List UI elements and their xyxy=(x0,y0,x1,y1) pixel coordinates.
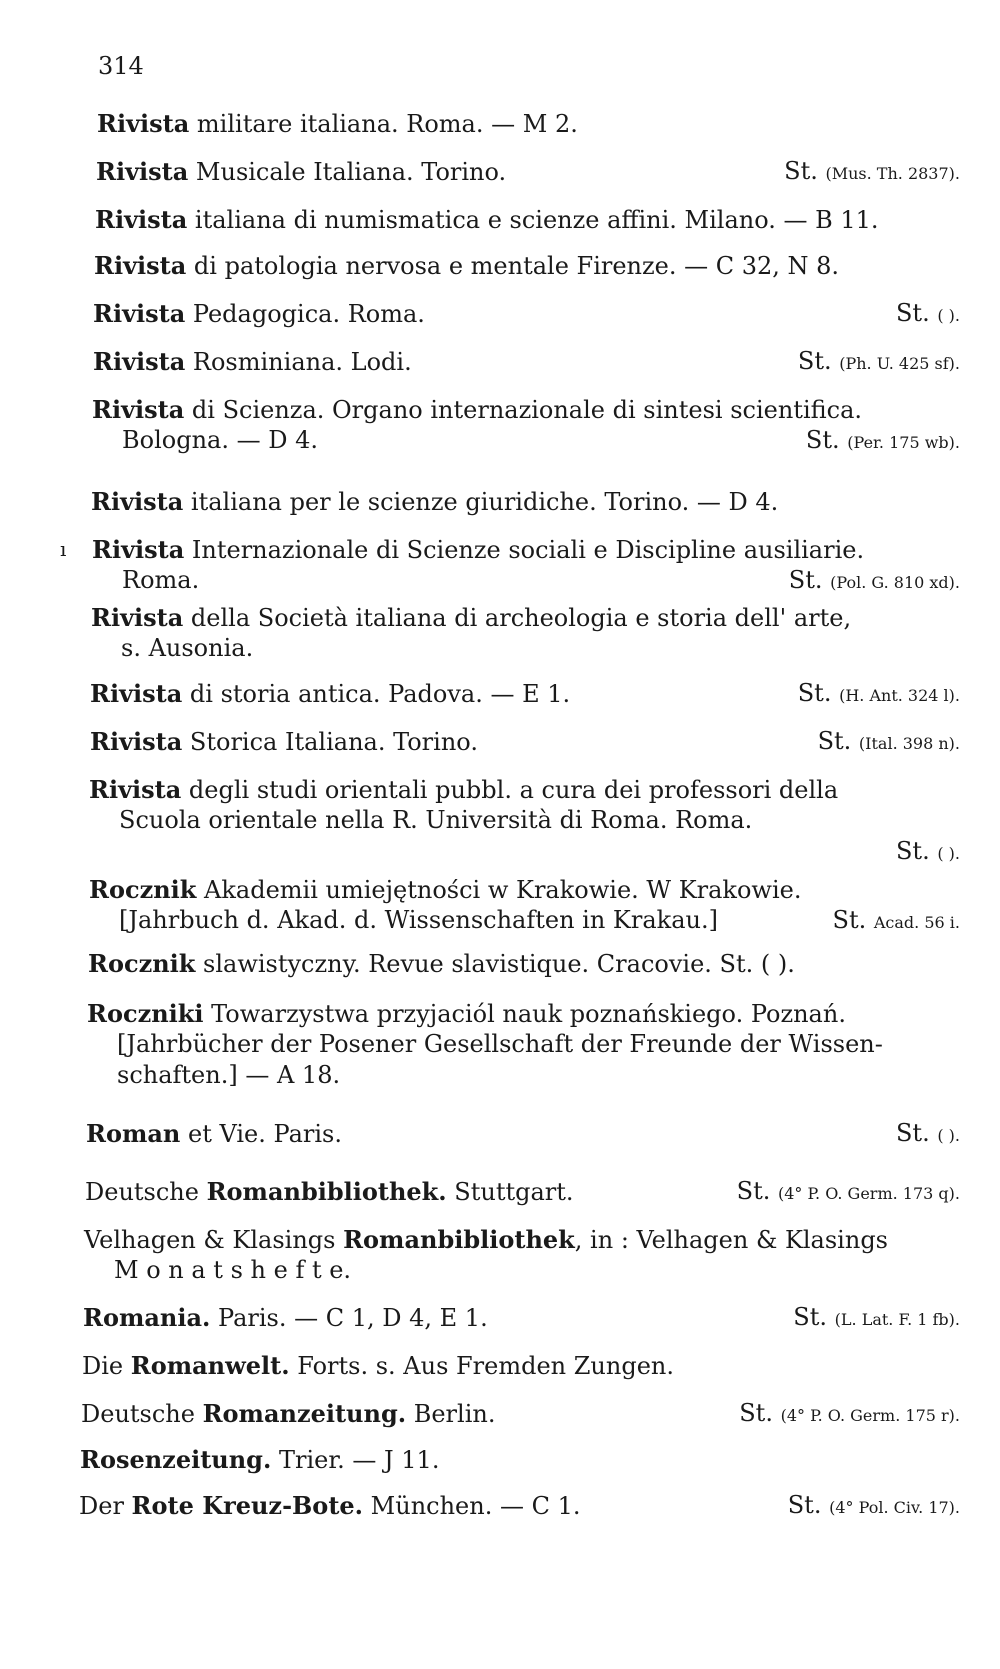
entry-line xyxy=(94,250,1000,281)
signature-label: St. xyxy=(797,679,832,707)
entry-headword: Rocznik xyxy=(88,949,196,978)
signature-label: St. xyxy=(832,906,867,934)
shelfmark xyxy=(789,565,960,598)
entry-text: militare italiana. Roma. — M 2. xyxy=(189,110,578,138)
entry-prefix: Deutsche xyxy=(81,1400,203,1428)
entry xyxy=(84,1224,1000,1286)
shelfmark-code: Acad. 56 i. xyxy=(873,913,960,932)
margin-mark: ı xyxy=(60,537,67,561)
entry-text: et Vie. Paris. xyxy=(180,1120,342,1148)
entry-headword: Romania. xyxy=(83,1303,211,1332)
entry-text: Musicale Italiana. Torino. xyxy=(188,158,507,186)
entry-headword: Rivista xyxy=(93,347,186,376)
signature-label: St. xyxy=(797,347,832,375)
entry-continuation xyxy=(89,905,1000,936)
entry-continuation xyxy=(87,1029,1000,1060)
entry-headword: Rivista xyxy=(92,535,185,564)
shelfmark-code: (Ital. 398 n). xyxy=(858,734,960,753)
entry xyxy=(86,1118,1000,1149)
entry-headword: Rivista xyxy=(93,299,186,328)
entry-text: italiana di numismatica e scienze affini. Milano. — B 11. xyxy=(187,206,879,234)
entry-continuation xyxy=(92,425,1000,456)
page-number: 314 xyxy=(98,52,144,80)
entry-signature-line xyxy=(89,836,1000,867)
entry-text: , in : Velhagen & Klasings xyxy=(574,1226,888,1254)
entry-headword: Rivista xyxy=(89,775,182,804)
shelfmark xyxy=(739,1398,960,1431)
entry-text: degli studi orientali pubbl. a cura dei professori della xyxy=(181,776,839,804)
entry-continuation xyxy=(87,1060,1000,1091)
shelfmark-code: (L. Lat. F. 1 fb). xyxy=(834,1310,960,1329)
entry-text: Scuola orientale nella R. Università di Roma. Roma. xyxy=(119,806,753,834)
entry xyxy=(90,726,1000,757)
entry-line xyxy=(93,298,1000,329)
entry-line xyxy=(85,1176,1000,1207)
entry-text: schaften.] — A 18. xyxy=(117,1061,341,1089)
entry xyxy=(97,108,1000,139)
entry-text: Storica Italiana. Torino. xyxy=(182,728,478,756)
entry xyxy=(96,156,1000,187)
entry-headword: Roczniki xyxy=(87,999,204,1028)
entry-text: [Jahrbücher der Posener Gesellschaft der Freunde der Wissen- xyxy=(117,1030,883,1058)
entry-text: Trier. — J 11. xyxy=(271,1446,440,1474)
entry-text: [Jahrbuch d. Akad. d. Wissenschaften in Krakau.] xyxy=(119,906,718,934)
signature-label: St. xyxy=(739,1399,773,1427)
entry xyxy=(94,250,1000,281)
shelfmark xyxy=(793,1302,960,1335)
entry-headword: Rote Kreuz-Bote. xyxy=(131,1491,364,1520)
entry-text: Internazionale di Scienze sociali e Discipline ausiliarie. xyxy=(184,536,865,564)
entry xyxy=(87,998,1000,1091)
shelfmark xyxy=(896,1118,960,1151)
entry xyxy=(95,204,1000,235)
entry-text: di storia antica. Padova. — E 1. xyxy=(182,680,571,708)
shelfmark-code: (Per. 175 wb). xyxy=(847,433,960,452)
entry-headword: Rivista xyxy=(97,109,190,138)
entry-line xyxy=(90,678,1000,709)
entry-headword: Rosenzeitung. xyxy=(80,1445,272,1474)
entry-continuation xyxy=(84,1255,1000,1286)
signature-label: St. xyxy=(793,1303,828,1331)
entry-headword: Rivista xyxy=(92,395,185,424)
entry-line xyxy=(83,1302,1000,1333)
entry-text: Roma. xyxy=(122,566,200,594)
entry-text: M o n a t s h e f t e. xyxy=(114,1256,352,1284)
entry-text: di patologia nervosa e mentale Firenze. — C 32, N 8. xyxy=(186,252,840,280)
entry-text: della Società italiana di archeologia e storia dell' arte, xyxy=(183,604,852,632)
entry xyxy=(91,602,1000,664)
signature-label: St. xyxy=(817,727,852,755)
entry-headword: Romanbibliothek xyxy=(343,1225,575,1254)
entry-line xyxy=(87,998,1000,1029)
shelfmark-code: (4° P. O. Germ. 173 q). xyxy=(778,1184,960,1203)
entry-headword: Rivista xyxy=(90,727,183,756)
entry-text: Bologna. — D 4. xyxy=(122,426,318,454)
entry-line xyxy=(90,726,1000,757)
entry-headword: Rivista xyxy=(91,603,184,632)
entry-headword: Rivista xyxy=(91,487,184,516)
entry xyxy=(92,394,1000,456)
entry-line xyxy=(96,156,1000,187)
entry-prefix: Deutsche xyxy=(85,1178,207,1206)
shelfmark-code: (H. Ant. 324 l). xyxy=(839,686,960,705)
shelfmark-code: (Mus. Th. 2837). xyxy=(825,164,960,183)
entry-continuation xyxy=(89,805,1000,836)
entry xyxy=(89,874,1000,936)
entry-headword: Romanbibliothek. xyxy=(206,1177,447,1206)
shelfmark-code: ( ). xyxy=(937,306,960,325)
signature-label: St. xyxy=(895,1119,930,1147)
entry xyxy=(88,948,1000,979)
shelfmark xyxy=(806,425,960,458)
signature-label: St. xyxy=(784,157,818,185)
entry xyxy=(89,774,1000,867)
entry-text: Berlin. xyxy=(406,1400,496,1428)
shelfmark-code: (Pol. G. 810 xd). xyxy=(830,573,960,592)
signature-label: St. xyxy=(895,299,930,327)
entry-text: Towarzystwa przyjaciól nauk poznańskiego. Poznań. xyxy=(203,1000,846,1028)
entry-headword: Rivista xyxy=(96,157,189,186)
entry xyxy=(93,346,1000,377)
entry-text: s. Ausonia. xyxy=(121,634,254,662)
entry-line xyxy=(82,1350,1000,1381)
entry xyxy=(85,1176,1000,1207)
entry-line xyxy=(84,1224,1000,1255)
entry-line xyxy=(97,108,1000,139)
shelfmark xyxy=(818,726,960,759)
entry-line xyxy=(91,602,1000,633)
entry xyxy=(91,486,1000,517)
entry-text: Paris. — C 1, D 4, E 1. xyxy=(210,1304,488,1332)
entry-line xyxy=(79,1490,1000,1521)
entry-prefix: Die xyxy=(82,1352,131,1380)
entry xyxy=(82,1350,1000,1381)
shelfmark xyxy=(798,678,960,711)
entry-headword: Romanwelt. xyxy=(130,1351,290,1380)
entry xyxy=(93,298,1000,329)
entry xyxy=(60,534,1000,596)
shelfmark xyxy=(788,1490,960,1523)
entry-text: Forts. s. Aus Fremden Zungen. xyxy=(289,1352,674,1380)
entry-line xyxy=(92,394,1000,425)
shelfmark xyxy=(798,346,960,379)
entry-line xyxy=(95,204,1000,235)
entry xyxy=(90,678,1000,709)
shelfmark xyxy=(784,156,960,189)
entry-line xyxy=(91,486,1000,517)
entry-prefix: Velhagen & Klasings xyxy=(84,1226,344,1254)
shelfmark xyxy=(833,905,960,938)
entry-text: Akademii umiejętności w Krakowie. W Krakowie. xyxy=(196,876,802,904)
entry xyxy=(80,1444,1000,1475)
entry-text: di Scienza. Organo internazionale di sintesi scientifica. xyxy=(184,396,863,424)
entry-line xyxy=(89,874,1000,905)
entry xyxy=(83,1302,1000,1333)
entry-line xyxy=(81,1398,1000,1429)
shelfmark-code: (4° P. O. Germ. 175 r). xyxy=(780,1406,960,1425)
entry-headword: Roman xyxy=(86,1119,181,1148)
signature-label: St. xyxy=(736,1177,771,1205)
shelfmark-code: ( ). xyxy=(937,1126,960,1145)
entry-line xyxy=(86,1118,1000,1149)
shelfmark-code: (4° Pol. Civ. 17). xyxy=(829,1498,960,1517)
shelfmark xyxy=(737,1176,960,1209)
entry xyxy=(79,1490,1000,1521)
entry-prefix: Der xyxy=(79,1492,132,1520)
entry xyxy=(81,1398,1000,1429)
entry-line xyxy=(93,346,1000,377)
entry-headword: Rivista xyxy=(95,205,188,234)
entry-text: italiana per le scienze giuridiche. Torino. — D 4. xyxy=(183,488,779,516)
entry-continuation xyxy=(91,633,1000,664)
shelfmark-code: (Ph. U. 425 sf). xyxy=(839,354,960,373)
entry-line xyxy=(89,774,1000,805)
entry-text: München. — C 1. xyxy=(363,1492,581,1520)
entry-text: Pedagogica. Roma. xyxy=(185,300,425,328)
signature-label: St. xyxy=(788,566,823,594)
entry-continuation xyxy=(92,565,1000,596)
shelfmark xyxy=(896,836,960,869)
entry-headword: Rocznik xyxy=(89,875,197,904)
shelfmark-code: ( ). xyxy=(937,844,960,863)
entry-text: Stuttgart. xyxy=(446,1178,574,1206)
entry-text: Rosminiana. Lodi. xyxy=(185,348,412,376)
shelfmark xyxy=(896,298,960,331)
signature-label: St. xyxy=(805,426,840,454)
entry-text: slawistyczny. Revue slavistique. Cracovie. St. ( ). xyxy=(195,950,795,978)
signature-label: St. xyxy=(895,837,930,865)
entry-line xyxy=(60,534,1000,565)
entry-headword: Romanzeitung. xyxy=(202,1399,407,1428)
entry-headword: Rivista xyxy=(94,251,187,280)
entry-line xyxy=(80,1444,1000,1475)
entry-headword: Rivista xyxy=(90,679,183,708)
signature-label: St. xyxy=(787,1491,822,1519)
entry-line xyxy=(88,948,1000,979)
